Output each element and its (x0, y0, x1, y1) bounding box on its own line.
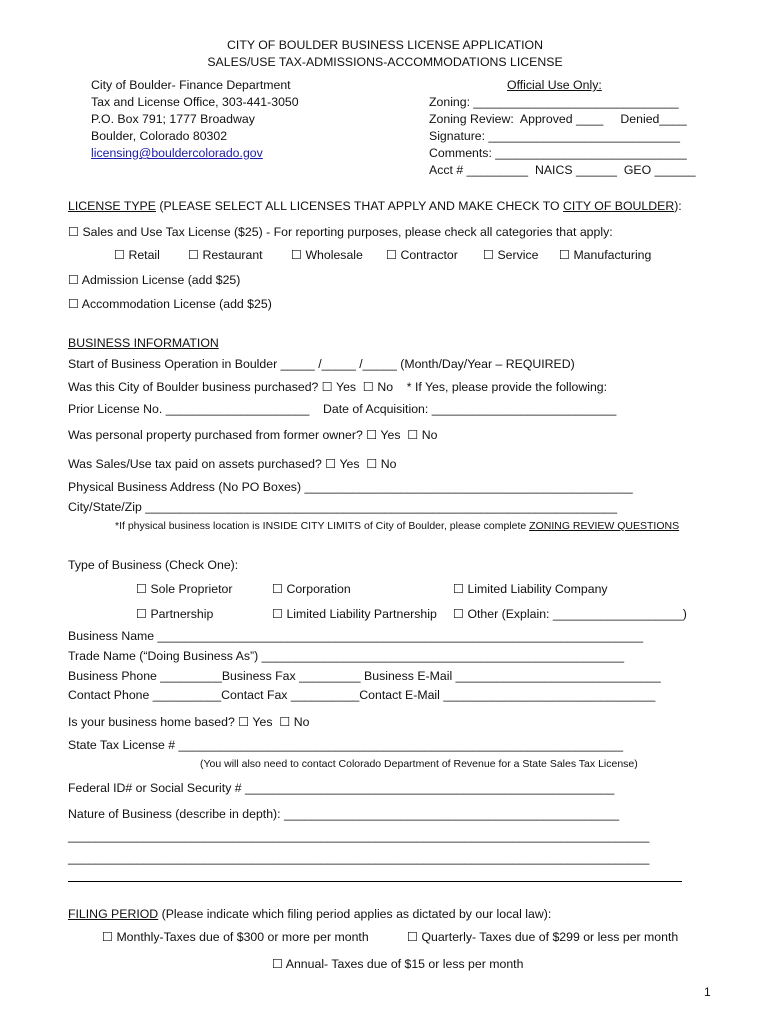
license-heading-end: ): (674, 199, 682, 213)
page-number: 1 (704, 985, 711, 999)
nature-blank-line-2[interactable]: _____________________________________________________________________________________ (68, 851, 650, 865)
personal-property-question[interactable]: Was personal property purchased from former owner? ☐ Yes ☐ No (68, 428, 438, 442)
city-state-zip-field[interactable]: City/State/Zip _____________________________________________________________________ (68, 500, 618, 514)
comments-field: Comments: ____________________________ (429, 146, 687, 160)
nature-of-business-field[interactable]: Nature of Business (describe in depth): _________________________________________________ (68, 807, 620, 821)
nature-blank-line-1[interactable]: _____________________________________________________________________________________ (68, 829, 650, 843)
section-divider (68, 881, 682, 882)
signature-field: Signature: ____________________________ (429, 129, 680, 143)
filing-period-instructions: (Please indicate which filing period applies as dictated by our local law): (158, 907, 552, 921)
license-type-label: LICENSE TYPE (68, 199, 156, 213)
sales-use-tax-checkbox[interactable]: ☐ Sales and Use Tax License ($25) - For reporting purposes, please check all categories that apply: (68, 225, 613, 239)
filing-period-heading (68, 907, 551, 922)
zoning-note (115, 519, 679, 534)
filing-period-label: FILING PERIOD (68, 907, 159, 921)
manufacturing-checkbox[interactable]: ☐ Manufacturing (559, 248, 652, 262)
partnership-checkbox[interactable]: ☐ Partnership (136, 607, 214, 621)
admission-license-checkbox[interactable]: ☐ Admission License (add $25) (68, 273, 241, 287)
home-based-question[interactable]: Is your business home based? ☐ Yes ☐ No (68, 715, 310, 729)
license-payee: CITY OF BOULDER (563, 199, 675, 213)
business-purchased-question[interactable]: Was this City of Boulder business purchased? ☐ Yes ☐ No * If Yes, please provide the following: (68, 380, 608, 394)
service-checkbox[interactable]: ☐ Service (483, 248, 539, 262)
llc-checkbox[interactable]: ☐ Limited Liability Company (453, 582, 608, 596)
business-information-heading: BUSINESS INFORMATION (68, 336, 219, 350)
form-subtitle: SALES/USE TAX-ADMISSIONS-ACCOMMODATIONS LICENSE (207, 55, 563, 69)
business-type-heading: Type of Business (Check One): (68, 558, 239, 572)
physical-address-field[interactable]: Physical Business Address (No PO Boxes) ________________________________________________ (68, 480, 633, 494)
start-date-field[interactable]: Start of Business Operation in Boulder _____ /_____ /_____ (Month/Day/Year – REQUIRED) (68, 357, 575, 371)
business-name-field[interactable]: Business Name _______________________________________________________________________ (68, 629, 644, 643)
wholesale-checkbox[interactable]: ☐ Wholesale (291, 248, 363, 262)
license-type-instructions: (PLEASE SELECT ALL LICENSES THAT APPLY AND MAKE CHECK TO (155, 199, 564, 213)
llp-checkbox[interactable]: ☐ Limited Liability Partnership (272, 607, 437, 621)
zoning-review-questions-link[interactable]: ZONING REVIEW QUESTIONS (529, 520, 680, 532)
licensing-email-link[interactable]: licensing@bouldercolorado.gov (91, 146, 263, 160)
sales-tax-paid-question[interactable]: Was Sales/Use tax paid on assets purchased? ☐ Yes ☐ No (68, 457, 397, 471)
state-tax-license-field[interactable]: State Tax License # _________________________________________________________________ (68, 738, 624, 752)
zoning-field: Zoning: ______________________________ (429, 95, 679, 109)
acct-naics-geo-field: Acct # _________ NAICS ______ GEO ______ (429, 163, 696, 177)
federal-id-field[interactable]: Federal ID# or Social Security # ______________________________________________________ (68, 781, 615, 795)
state-tax-note: (You will also need to contact Colorado Department of Revenue for a State Sales Tax License) (200, 758, 638, 770)
license-type-heading (68, 199, 682, 214)
zoning-review-field: Zoning Review: Approved ____ Denied____ (429, 112, 687, 126)
monthly-checkbox[interactable]: ☐ Monthly-Taxes due of $300 or more per month (102, 930, 369, 944)
sole-proprietor-checkbox[interactable]: ☐ Sole Proprietor (136, 582, 233, 596)
contact-phone-fax-email-field[interactable]: Contact Phone __________Contact Fax __________Contact E-Mail _______________________________ (68, 688, 656, 702)
po-box-address: P.O. Box 791; 1777 Broadway (91, 112, 255, 126)
city-state-zip-address: Boulder, Colorado 80302 (91, 129, 228, 143)
zoning-note-text: *If physical business location is INSIDE CITY LIMITS of City of Boulder, please complete (115, 520, 530, 532)
annual-checkbox[interactable]: ☐ Annual- Taxes due of $15 or less per month (272, 957, 524, 971)
other-type-checkbox[interactable]: ☐ Other (Explain: ___________________) (453, 607, 687, 621)
corporation-checkbox[interactable]: ☐ Corporation (272, 582, 351, 596)
retail-checkbox[interactable]: ☐ Retail (114, 248, 160, 262)
tax-license-office: Tax and License Office, 303-441-3050 (91, 95, 299, 109)
contractor-checkbox[interactable]: ☐ Contractor (386, 248, 458, 262)
finance-department: City of Boulder- Finance Department (91, 78, 291, 92)
business-phone-fax-email-field[interactable]: Business Phone _________Business Fax _________ Business E-Mail ______________________________ (68, 669, 661, 683)
prior-license-field[interactable]: Prior License No. _____________________ Date of Acquisition: ___________________________ (68, 402, 617, 416)
restaurant-checkbox[interactable]: ☐ Restaurant (188, 248, 263, 262)
quarterly-checkbox[interactable]: ☐ Quarterly- Taxes due of $299 or less per month (407, 930, 679, 944)
trade-name-field[interactable]: Trade Name (“Doing Business As”) _____________________________________________________ (68, 649, 625, 663)
official-use-heading: Official Use Only: (507, 78, 602, 92)
accommodation-license-checkbox[interactable]: ☐ Accommodation License (add $25) (68, 297, 272, 311)
form-title: CITY OF BOULDER BUSINESS LICENSE APPLICATION (227, 38, 543, 52)
